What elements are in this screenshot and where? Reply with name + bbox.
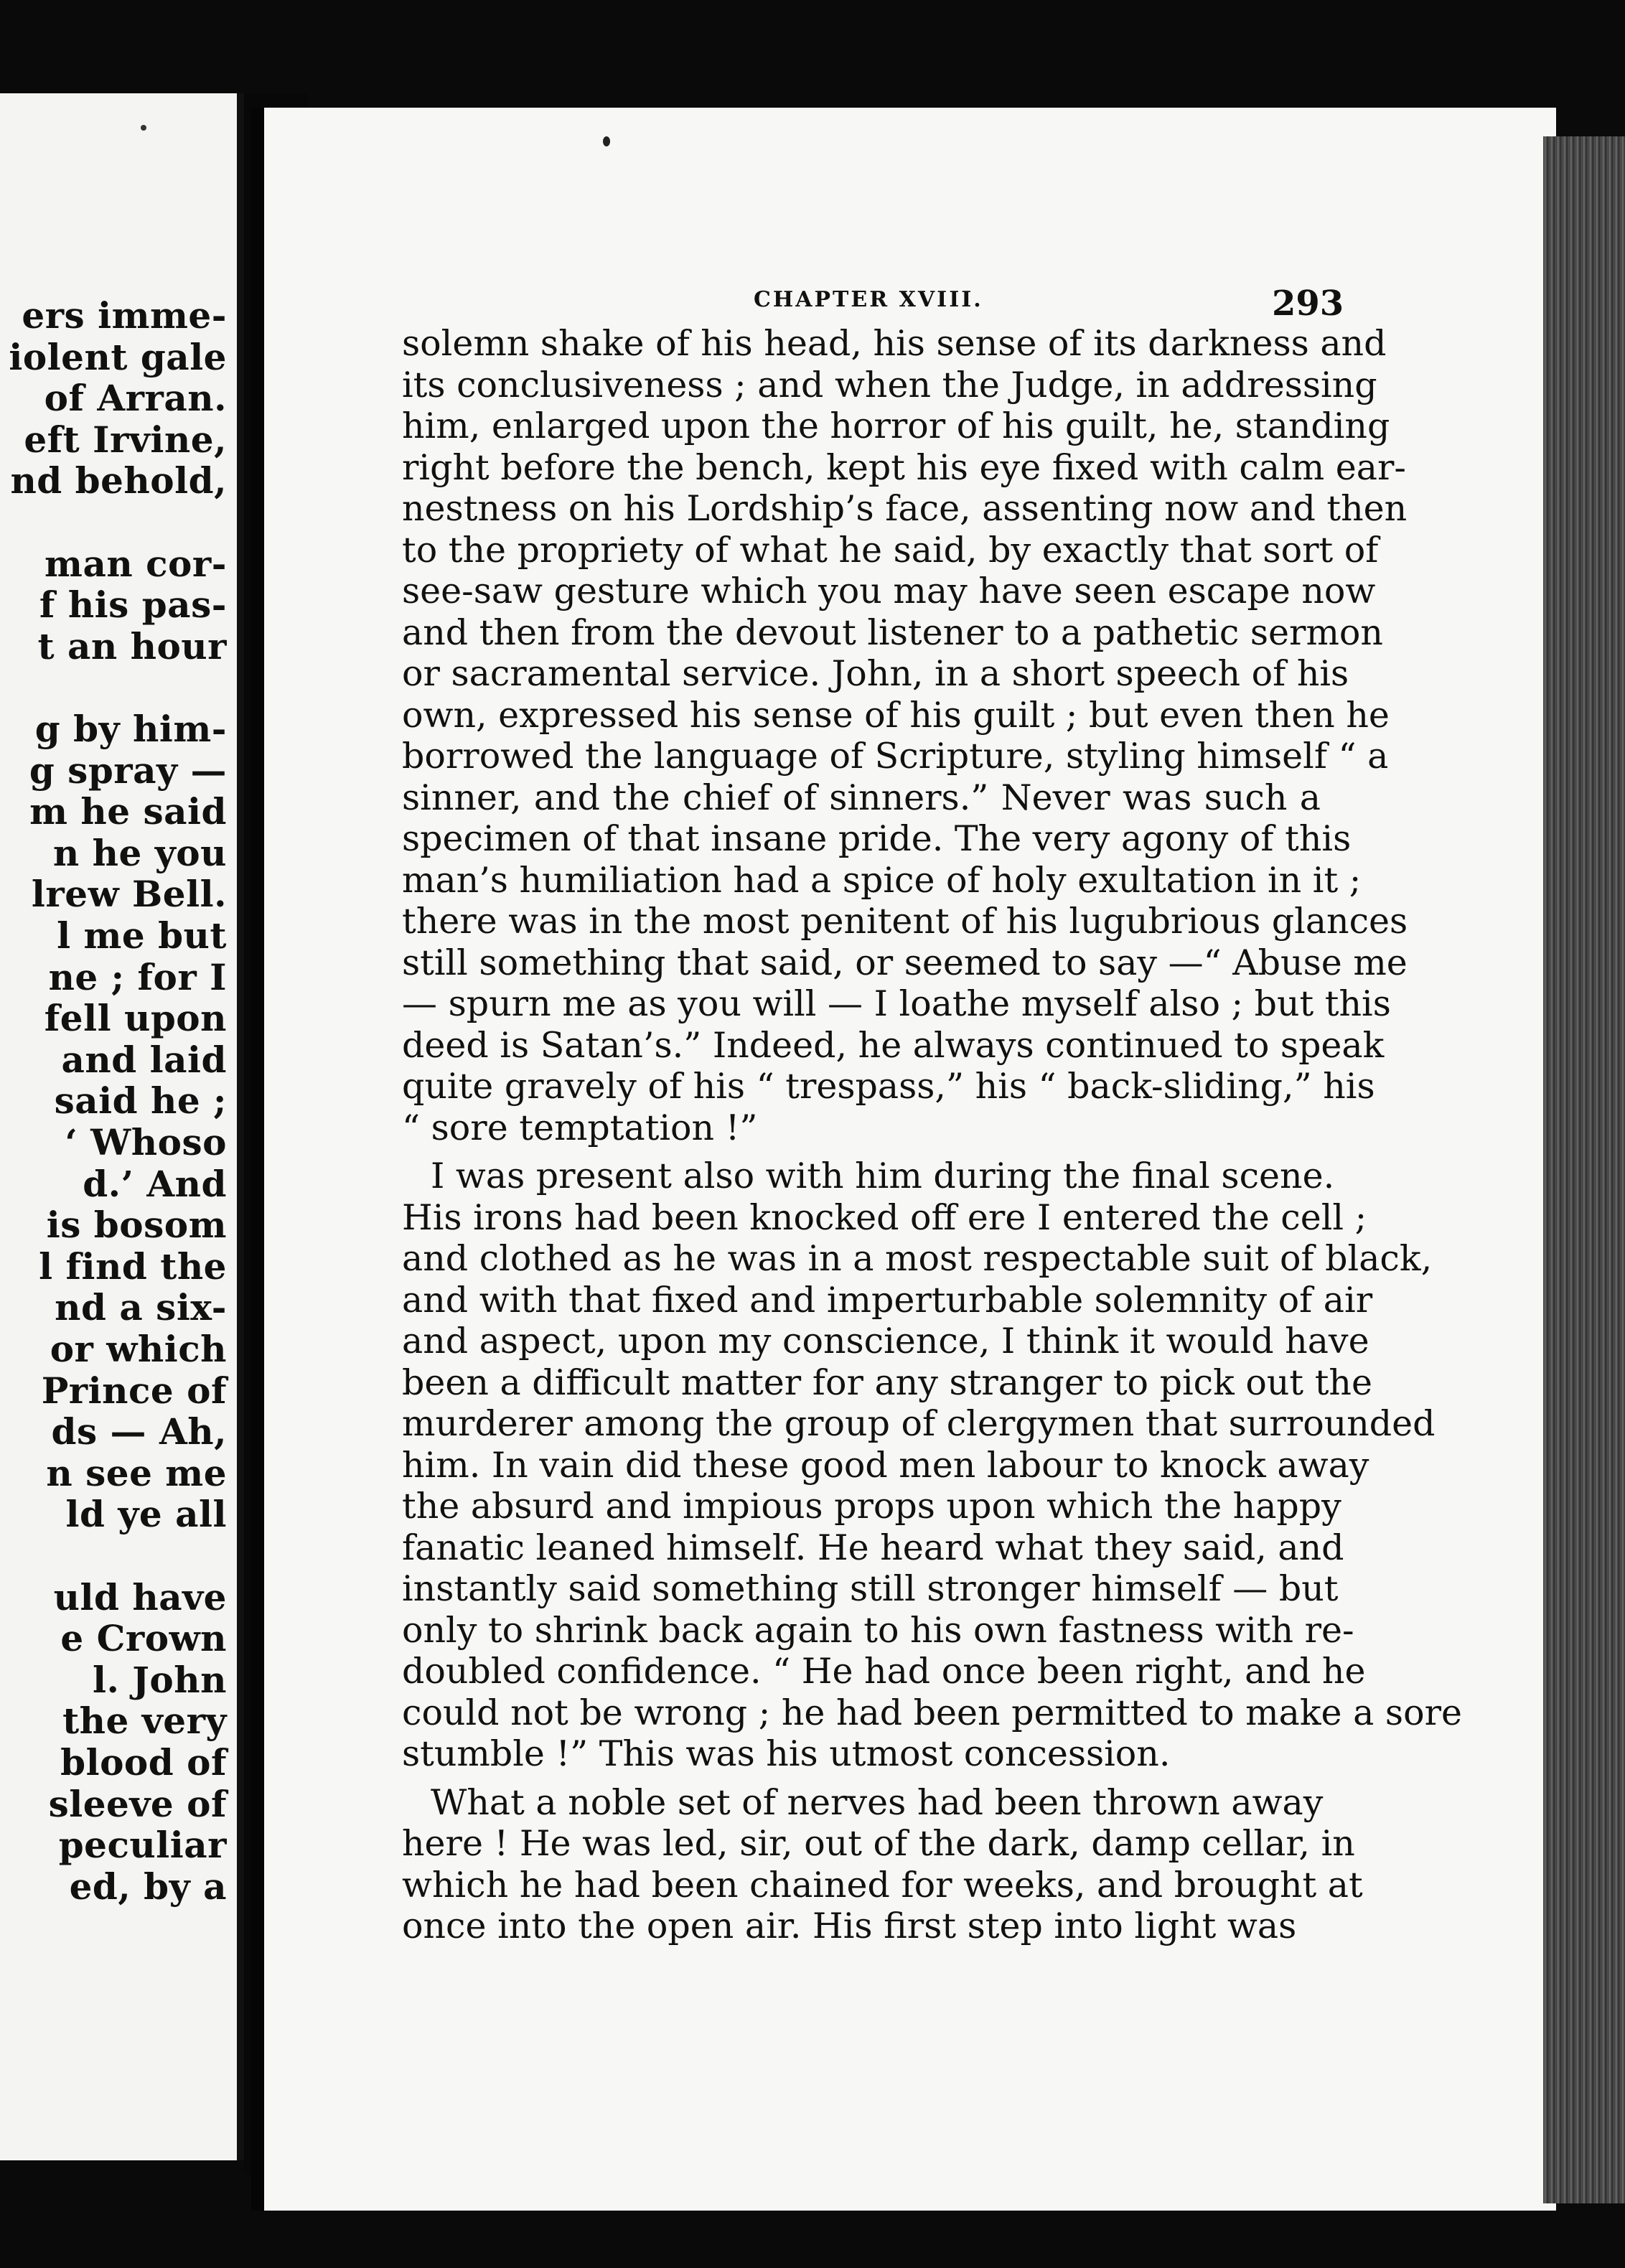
left-page-line: d.’ And xyxy=(83,1162,227,1205)
left-page-line: man cor- xyxy=(45,542,227,585)
page-edge-stack xyxy=(1543,136,1625,2203)
left-page-line: the very xyxy=(62,1700,227,1743)
text-line: and with that fixed and imperturbable solemnity of air xyxy=(402,1279,1373,1321)
text-line: — spurn me as you will — I loathe myself also ; but this xyxy=(402,983,1391,1024)
left-page-line: ld ye all xyxy=(65,1493,227,1536)
text-line: and then from the devout listener to a pathetic sermon xyxy=(402,611,1383,653)
left-page-line: and laid xyxy=(61,1038,227,1081)
text-line: been a difficult matter for any stranger to pick out the xyxy=(402,1362,1372,1403)
left-page-line: e Crown xyxy=(60,1617,227,1660)
text-line: I was present also with him during the final scene. xyxy=(431,1156,1335,1196)
left-page-line: blood of xyxy=(60,1741,227,1784)
left-page-line: of Arran. xyxy=(44,377,227,420)
text-line: borrowed the language of Scripture, styling himself “ a xyxy=(402,736,1389,777)
text-line: own, expressed his sense of his guilt ; but even then he xyxy=(402,694,1390,736)
text-line: instantly said something still stronger himself — but xyxy=(402,1568,1339,1609)
text-line: and aspect, upon my conscience, I think it would have xyxy=(402,1321,1369,1362)
text-line: fanatic leaned himself. He heard what they said, and xyxy=(402,1527,1344,1568)
page-number: 293 xyxy=(1272,284,1344,324)
text-line: deed is Satan’s.” Indeed, he always continued to speak xyxy=(402,1024,1385,1066)
left-page-line: or which xyxy=(50,1328,227,1370)
left-page-line: peculiar xyxy=(58,1824,227,1867)
left-page-line: fell upon xyxy=(44,997,227,1040)
left-page-line: n see me xyxy=(46,1451,227,1494)
left-page-line: said he ; xyxy=(54,1079,227,1123)
text-line: its conclusiveness ; and when the Judge, in addressing xyxy=(402,364,1377,406)
left-page-line: nd a six- xyxy=(55,1286,227,1329)
text-line: here ! He was led, sir, out of the dark, damp cellar, in xyxy=(402,1823,1355,1864)
left-page-line: eft Irvine, xyxy=(24,418,227,461)
ink-spot xyxy=(603,136,610,146)
left-page-line: sleeve of xyxy=(48,1782,227,1825)
left-page-fragment xyxy=(0,93,244,2160)
left-page-line: ed, by a xyxy=(69,1865,227,1908)
left-page-line: lrew Bell. xyxy=(31,873,227,916)
text-line: sinner, and the chief of sinners.” Never was such a xyxy=(402,777,1321,818)
left-page-line: uld have xyxy=(53,1575,227,1618)
left-page-line: is bosom xyxy=(46,1204,227,1247)
text-line: specimen of that insane pride. The very agony of this xyxy=(402,818,1352,859)
text-line: still something that said, or seemed to say —“ Abuse me xyxy=(402,942,1408,983)
text-line: only to shrink back again to his own fastness with re- xyxy=(402,1609,1354,1651)
text-line: him. In vain did these good men labour to knock away xyxy=(402,1444,1369,1486)
text-line: or sacramental service. John, in a short speech of his xyxy=(402,653,1349,694)
text-line: to the propriety of what he said, by exactly that sort of xyxy=(402,529,1379,571)
text-line: nestness on his Lordship’s face, assenting now and then xyxy=(402,488,1408,529)
text-line: there was in the most penitent of his lugubrious glances xyxy=(402,901,1408,942)
text-line: quite gravely of his “ trespass,” his “ back-sliding,” his xyxy=(402,1066,1375,1107)
running-head: CHAPTER XVIII. xyxy=(754,287,983,312)
left-page-line: Prince of xyxy=(41,1369,227,1412)
text-line: stumble !” This was his utmost concession. xyxy=(402,1733,1171,1774)
left-page-line: nd behold, xyxy=(10,459,227,502)
left-page-line: ne ; for I xyxy=(48,955,227,998)
left-page-line: ds — Ah, xyxy=(51,1410,227,1453)
left-page-line: ‘ Whoso xyxy=(65,1121,227,1163)
text-line: doubled confidence. “ He had once been right, and he xyxy=(402,1651,1366,1692)
left-page-line: l. John xyxy=(92,1658,227,1701)
text-line: man’s humiliation had a spice of holy exultation in it ; xyxy=(402,859,1362,901)
text-line: solemn shake of his head, his sense of its darkness and xyxy=(402,323,1387,364)
text-line: murderer among the group of clergymen that surrounded xyxy=(402,1403,1436,1444)
left-page-line: n he you xyxy=(52,831,227,874)
left-page-line: t an hour xyxy=(37,624,227,667)
left-page-line: f his pas- xyxy=(39,584,227,627)
left-page-line: l find the xyxy=(39,1245,227,1288)
text-line: “ sore temptation !” xyxy=(402,1107,758,1148)
text-line: could not be wrong ; he had been permitted to make a sore xyxy=(402,1692,1462,1733)
left-page-line: g by him- xyxy=(34,708,227,750)
text-line: him, enlarged upon the horror of his guilt, he, standing xyxy=(402,406,1390,446)
ink-spot-left xyxy=(141,125,146,131)
text-line: the absurd and impious props upon which the happy xyxy=(402,1486,1341,1527)
text-line: and clothed as he was in a most respectable suit of black, xyxy=(402,1238,1433,1279)
left-page-line: iolent gale xyxy=(9,335,227,378)
text-line: What a noble set of nerves had been thrown away xyxy=(431,1781,1324,1823)
left-page-line: g spray — xyxy=(29,749,227,792)
text-line: which he had been chained for weeks, and brought at xyxy=(402,1864,1363,1906)
left-page-line: m he said xyxy=(29,790,227,833)
text-line: once into the open air. His first step into light was xyxy=(402,1906,1297,1946)
text-line: see-saw gesture which you may have seen escape now xyxy=(402,571,1376,611)
left-page-line: ers imme- xyxy=(22,294,227,337)
text-line: His irons had been knocked off ere I entered the cell ; xyxy=(402,1196,1367,1238)
left-page-line: l me but xyxy=(57,914,227,957)
text-line: right before the bench, kept his eye fixed with calm ear- xyxy=(402,446,1406,488)
body-text xyxy=(402,323,1462,1947)
